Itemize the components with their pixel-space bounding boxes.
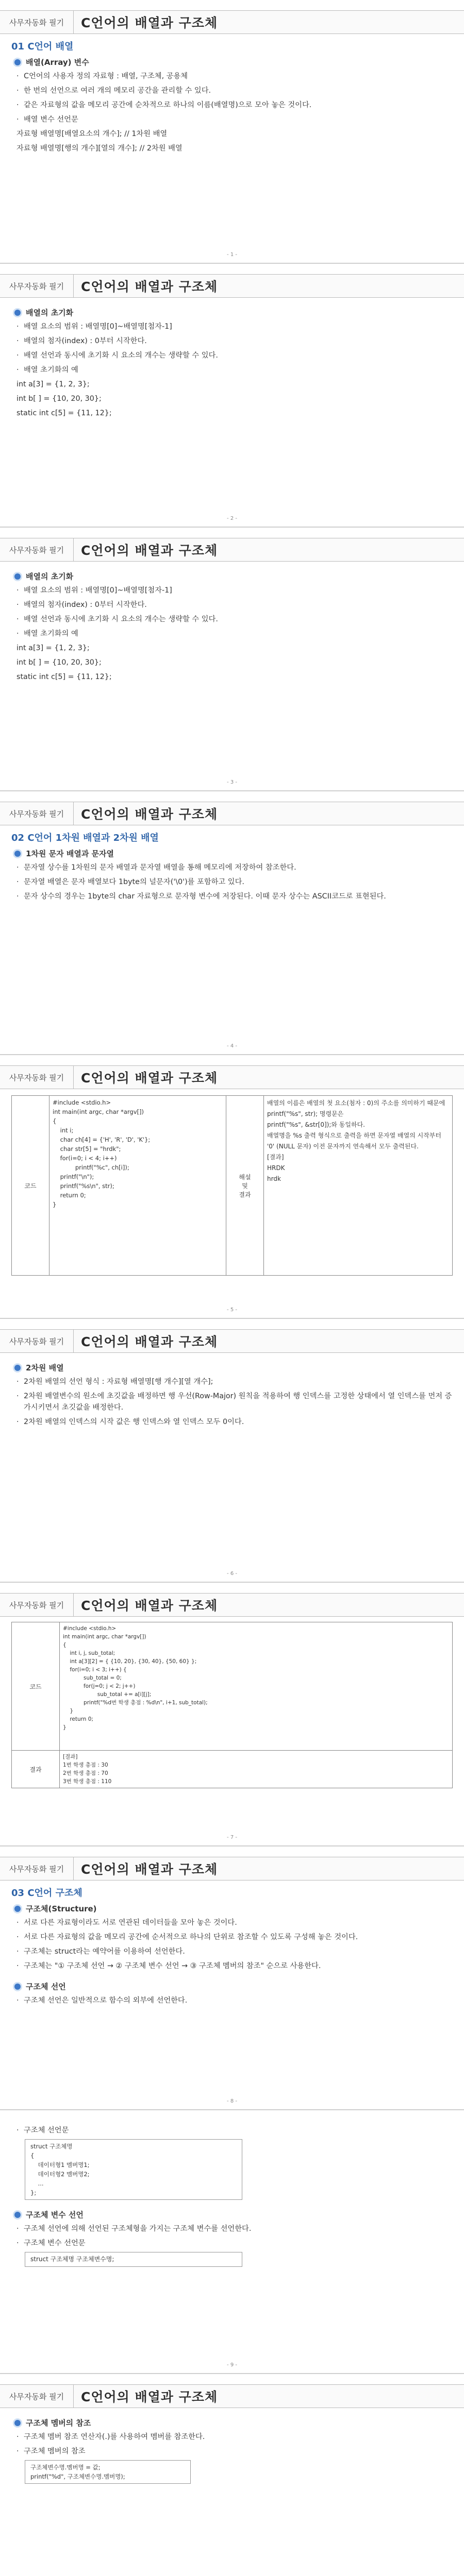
bullet-item: · 배열 초기화의 예 bbox=[16, 628, 453, 639]
slide-title: C언어의 배열과 구조체 bbox=[81, 543, 218, 558]
topic-heading: 구조체 멤버의 참조 bbox=[14, 2417, 453, 2428]
syntax-box: struct 구조체명 { 데이터형1 멤버명1; 데이터형2 멤버명2; ... }; bbox=[25, 2139, 242, 2200]
page-number: - 2 - bbox=[227, 516, 237, 521]
slide-8 bbox=[0, 1846, 464, 2110]
code-line: static int c[5] = {11, 12}; bbox=[16, 673, 112, 681]
topic-heading: 배열의 초기화 bbox=[14, 307, 453, 318]
bullet-item: · 구조체 변수 선언문 bbox=[16, 2238, 453, 2249]
syntax-box: 구조체변수명.멤버명 = 값; printf("%d", 구조체변수명.멤버명); bbox=[25, 2460, 191, 2484]
slide-header bbox=[0, 1329, 464, 1353]
slide-header bbox=[0, 538, 464, 562]
result-block: [결과] 1번 학생 총점 : 30 2번 학생 총점 : 70 3번 학생 총점 : 110 bbox=[63, 1754, 112, 1785]
bullet-item: · 문자 상수의 경우는 1byte의 char 자료형으로 문자형 변수에 저장된다. 이때 문자 상수는 ASCII코드로 표현된다. bbox=[16, 891, 453, 902]
topic-heading: 배열의 초기화 bbox=[14, 571, 453, 582]
bullet-item: · 배열 요소의 범위 : 배열명[0]~배열명[첨자-1] bbox=[16, 585, 453, 596]
topic-heading: 2차원 배열 bbox=[14, 1362, 453, 1373]
bullet-circle-icon bbox=[14, 1906, 21, 1912]
course-label: 사무자동화 필기 bbox=[0, 11, 74, 33]
bullet-item: · 배열 선언과 동시에 초기화 시 요소의 개수는 생략할 수 있다. bbox=[16, 350, 453, 361]
code-line: int b[ ] = {10, 20, 30}; bbox=[16, 395, 102, 403]
bullet-item: · 구조체 선언에 의해 선언된 구조체형을 가지는 구조체 변수를 선언한다. bbox=[16, 2223, 453, 2234]
bullet-item: · 구조체 선언은 일반적으로 함수의 외부에 선언한다. bbox=[16, 1995, 453, 2006]
topic-heading: 1차원 문자 배열과 문자열 bbox=[14, 848, 453, 859]
slide-header bbox=[0, 274, 464, 298]
topic-heading: 구조체(Structure) bbox=[14, 1903, 453, 1914]
course-label: 사무자동화 필기 bbox=[0, 1857, 74, 1880]
bullet-circle-icon bbox=[14, 1365, 21, 1371]
bullet-item: · 구조체 멤버의 참조 bbox=[16, 2446, 453, 2457]
slide-title: C언어의 배열과 구조체 bbox=[81, 1334, 218, 1349]
slide-6 bbox=[0, 1319, 464, 1583]
code-block: #include <stdio.h> int main(int argc, char *argv[]) { int i, j, sub_total; int a[3][2] = { {10, 20}, {30, 40}, {50, 60} }; for(i=0; i < 3; i++) { sub_total = 0; for(j=0; j < 2; j++) sub_total += a[i][j]; printf("%d번 학생 총점 : %d\n", i+1, sub_total); } return 0; } bbox=[63, 1625, 208, 1731]
course-label: 사무자동화 필기 bbox=[0, 275, 74, 297]
slide-header bbox=[0, 1593, 464, 1617]
bullet-item: · 같은 자료형의 값을 메모리 공간에 순차적으로 하나의 이름(배열명)으로 모아 놓은 것이다. bbox=[16, 99, 453, 111]
code-line: int b[ ] = {10, 20, 30}; bbox=[16, 658, 102, 667]
bullet-item: · 구조체 선언문 bbox=[16, 2125, 453, 2136]
course-label: 사무자동화 필기 bbox=[0, 538, 74, 561]
section-title: 02 C언어 1차원 배열과 2차원 배열 bbox=[11, 833, 159, 843]
bullet-circle-icon bbox=[14, 2212, 21, 2218]
bullet-item: · 서로 다른 자료형의 값을 메모리 공간에 순서적으로 하나의 단위로 참조할 수 있도록 구성해 놓은 것이다. bbox=[16, 1931, 453, 1943]
slide-header bbox=[0, 1857, 464, 1880]
code-table bbox=[11, 1095, 453, 1276]
course-label: 사무자동화 필기 bbox=[0, 1066, 74, 1089]
page-number: - 7 - bbox=[227, 1835, 237, 1840]
code-line: int a[3] = {1, 2, 3}; bbox=[16, 644, 90, 652]
result-block: 배열의 이름은 배열의 첫 요소(첨자 : 0)의 주소를 의미하기 때문에 printf("%s", str); 명령문은 printf("%s", &str[0]);와 동일하다. 배열명을 %s 출력 형식으로 출력을 하면 문자열 배열의 시작부터 '0' (NULL 문자) 이전 문자까지 연속해서 모두 출력된다. [결과] HRDK hrdk bbox=[267, 1099, 445, 1182]
course-label: 사무자동화 필기 bbox=[0, 802, 74, 825]
slide-header bbox=[0, 2384, 464, 2408]
slide-3 bbox=[0, 528, 464, 791]
slide-title: C언어의 배열과 구조체 bbox=[81, 279, 218, 294]
slide-10 bbox=[0, 2374, 464, 2576]
slide-title: C언어의 배열과 구조체 bbox=[81, 1071, 218, 1086]
bullet-item: · 배열 요소의 범위 : 배열명[0]~배열명[첨자-1] bbox=[16, 321, 453, 332]
page-number: - 1 - bbox=[227, 252, 237, 258]
topic-heading: 배열(Array) 변수 bbox=[14, 57, 453, 67]
page-number: - 6 - bbox=[227, 1571, 237, 1577]
course-label: 사무자동화 필기 bbox=[0, 1330, 74, 1352]
code-label: 코드 bbox=[12, 1096, 49, 1276]
bullet-item: · 구조체는 "① 구조체 선언 → ② 구조체 변수 선언 → ③ 구조체 멤버의 참조" 순으로 사용한다. bbox=[16, 1960, 453, 1972]
page-number: - 9 - bbox=[227, 2362, 237, 2368]
bullet-circle-icon bbox=[14, 573, 21, 580]
slide-title: C언어의 배열과 구조체 bbox=[81, 1862, 218, 1877]
slide-title: C언어의 배열과 구조체 bbox=[81, 807, 218, 822]
course-label: 사무자동화 필기 bbox=[0, 1594, 74, 1616]
bullet-item: · 서로 다른 자료형이라도 서로 연관된 데이터들을 모아 놓은 것이다. bbox=[16, 1917, 453, 1928]
bullet-circle-icon bbox=[14, 851, 21, 857]
bullet-item: · 문자열 배열은 문자 배열보다 1byte의 널문자('\0')를 포함하고 있다. bbox=[16, 876, 453, 888]
bullet-item: · 구조체 멤버 참조 연산자(.)를 사용하여 멤버를 참조한다. bbox=[16, 2431, 453, 2443]
slide-title: C언어의 배열과 구조체 bbox=[81, 15, 218, 30]
bullet-item: · 한 번의 선언으로 여러 개의 메모리 공간을 관리할 수 있다. bbox=[16, 85, 453, 96]
result-label: 결과 bbox=[12, 1751, 60, 1788]
topic-heading: 구조체 선언 bbox=[14, 1981, 453, 1992]
bullet-circle-icon bbox=[14, 59, 21, 65]
bullet-item: · C언어의 사용자 정의 자료형 : 배열, 구조체, 공용체 bbox=[16, 71, 453, 82]
code-table bbox=[11, 1622, 453, 1788]
bullet-item: · 배열의 첨자(index) : 0부터 시작한다. bbox=[16, 599, 453, 611]
slide-5 bbox=[0, 1055, 464, 1319]
bullet-circle-icon bbox=[14, 310, 21, 316]
slide-header bbox=[0, 802, 464, 825]
bullet-item: · 배열 선언과 동시에 초기화 시 요소의 개수는 생략할 수 있다. bbox=[16, 614, 453, 625]
page-number: - 8 - bbox=[227, 2098, 237, 2104]
code-line: int a[3] = {1, 2, 3}; bbox=[16, 380, 90, 388]
bullet-item: · 구조체는 struct라는 예약어를 이용하여 선언한다. bbox=[16, 1946, 453, 1957]
slide-2 bbox=[0, 264, 464, 528]
syntax-line: 자료형 배열명[행의 개수][열의 개수]; // 2차원 배열 bbox=[16, 144, 183, 152]
code-block: #include <stdio.h> int main(int argc, char *argv[]) { int i; char ch[4] = {'H', 'R', 'D', 'K'}; char str[5] = "hrdk"; for(i=0; i < 4; i++) printf("%c", ch[i]); printf("\n"); printf("%s\n", str); return 0; } bbox=[53, 1099, 151, 1208]
bullet-item: · 2차원 배열의 선언 형식 : 자료형 배열명[행 개수][열 개수]; bbox=[16, 1376, 453, 1387]
slide-7 bbox=[0, 1583, 464, 1846]
section-title: 01 C언어 배열 bbox=[11, 41, 74, 52]
bullet-item: · 배열의 첨자(index) : 0부터 시작한다. bbox=[16, 335, 453, 347]
page-number: - 5 - bbox=[227, 1307, 237, 1313]
bullet-item: · 배열 초기화의 예 bbox=[16, 364, 453, 376]
code-label: 코드 bbox=[12, 1622, 60, 1751]
slide-header bbox=[0, 1065, 464, 1089]
course-label: 사무자동화 필기 bbox=[0, 2385, 74, 2408]
bullet-circle-icon bbox=[14, 2420, 21, 2426]
slide-4 bbox=[0, 791, 464, 1055]
code-line: static int c[5] = {11, 12}; bbox=[16, 409, 112, 417]
page-number: - 4 - bbox=[227, 1043, 237, 1049]
bullet-item: · 문자열 상수를 1차원의 문자 배열과 문자열 배열을 통해 메모리에 저장하여 참조한다. bbox=[16, 862, 453, 873]
syntax-line: 자료형 배열명[배열요소의 개수]; // 1차원 배열 bbox=[16, 130, 168, 138]
slide-header bbox=[0, 10, 464, 34]
bullet-item: · 배열 변수 선언문 bbox=[16, 114, 453, 125]
page-number: - 3 - bbox=[227, 779, 237, 785]
slide-title: C언어의 배열과 구조체 bbox=[81, 2389, 218, 2404]
result-label: 해설 및 결과 bbox=[226, 1096, 264, 1276]
slide-9 bbox=[0, 2110, 464, 2374]
section-title: 03 C언어 구조체 bbox=[11, 1888, 82, 1899]
bullet-item: · 2차원 배열변수의 원소에 초깃값을 배정하면 행 우선(Row-Major) 원칙을 적용하여 행 인덱스를 고정한 상태에서 열 인덱스를 먼저 증가시키면서 초깃값을 배정한다. bbox=[16, 1391, 453, 1413]
slide-title: C언어의 배열과 구조체 bbox=[81, 1598, 218, 1613]
bullet-circle-icon bbox=[14, 1984, 21, 1990]
topic-heading: 구조체 변수 선언 bbox=[14, 2209, 453, 2220]
bullet-item: · 2차원 배열의 인덱스의 시작 값은 행 인덱스와 열 인덱스 모두 0이다. bbox=[16, 1416, 453, 1428]
slide-1 bbox=[0, 0, 464, 264]
syntax-box: struct 구조체명 구조체변수명; bbox=[25, 2252, 242, 2267]
